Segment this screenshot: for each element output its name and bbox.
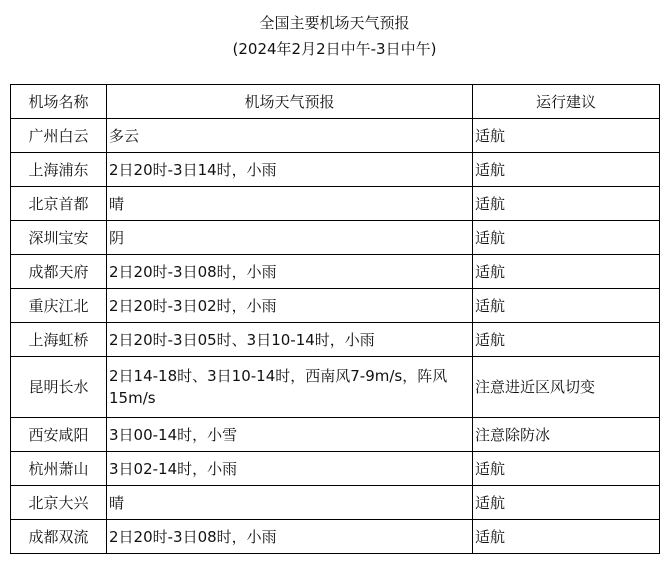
forecast-cell: 3日00-14时，小雪: [107, 418, 473, 452]
advice-cell: 适航: [473, 255, 660, 289]
advice-cell: 适航: [473, 520, 660, 554]
advice-cell: 适航: [473, 323, 660, 357]
airport-cell: 深圳宝安: [11, 221, 107, 255]
advice-cell: 适航: [473, 486, 660, 520]
airport-cell: 昆明长水: [11, 357, 107, 418]
airport-cell: 重庆江北: [11, 289, 107, 323]
forecast-cell: 2日20时-3日05时、3日10-14时，小雨: [107, 323, 473, 357]
airport-cell: 成都双流: [11, 520, 107, 554]
airport-cell: 杭州萧山: [11, 452, 107, 486]
table-row: [11, 520, 660, 554]
title-block: [0, 10, 669, 62]
table-row: [11, 119, 660, 153]
advice-cell: 适航: [473, 153, 660, 187]
table-header-row: [11, 85, 660, 119]
page-subtitle: (2024年2月2日中午-3日中午): [232, 40, 437, 58]
forecast-cell: 2日20时-3日14时，小雨: [107, 153, 473, 187]
forecast-cell: 2日20时-3日08时，小雨: [107, 520, 473, 554]
table-row: [11, 187, 660, 221]
table-row: [11, 452, 660, 486]
table-row: [11, 486, 660, 520]
forecast-cell: 3日02-14时，小雨: [107, 452, 473, 486]
airport-cell: 上海虹桥: [11, 323, 107, 357]
table-row: [11, 289, 660, 323]
forecast-cell: 晴: [107, 486, 473, 520]
advice-cell: 适航: [473, 289, 660, 323]
column-header-advice: 运行建议: [473, 85, 660, 119]
forecast-cell: 晴: [107, 187, 473, 221]
advice-cell: 注意进近区风切变: [473, 357, 660, 418]
airport-cell: 上海浦东: [11, 153, 107, 187]
table-row: [11, 221, 660, 255]
table-row: [11, 255, 660, 289]
table-row: [11, 323, 660, 357]
forecast-cell: 2日14-18时、3日10-14时，西南风7-9m/s，阵风15m/s: [107, 357, 473, 418]
column-header-airport: 机场名称: [11, 85, 107, 119]
advice-cell: 适航: [473, 187, 660, 221]
airport-cell: 北京首都: [11, 187, 107, 221]
forecast-cell: 多云: [107, 119, 473, 153]
airport-cell: 广州白云: [11, 119, 107, 153]
table-row: [11, 153, 660, 187]
table-row: [11, 418, 660, 452]
table-row: [11, 357, 660, 418]
forecast-cell: 2日20时-3日02时，小雨: [107, 289, 473, 323]
forecast-cell: 2日20时-3日08时，小雨: [107, 255, 473, 289]
advice-cell: 适航: [473, 119, 660, 153]
airport-cell: 北京大兴: [11, 486, 107, 520]
column-header-forecast: 机场天气预报: [107, 85, 473, 119]
forecast-cell: 阴: [107, 221, 473, 255]
airport-cell: 成都天府: [11, 255, 107, 289]
airport-cell: 西安咸阳: [11, 418, 107, 452]
advice-cell: 注意除防冰: [473, 418, 660, 452]
advice-cell: 适航: [473, 221, 660, 255]
forecast-table: [10, 84, 660, 554]
page-title: 全国主要机场天气预报: [259, 14, 410, 32]
advice-cell: 适航: [473, 452, 660, 486]
